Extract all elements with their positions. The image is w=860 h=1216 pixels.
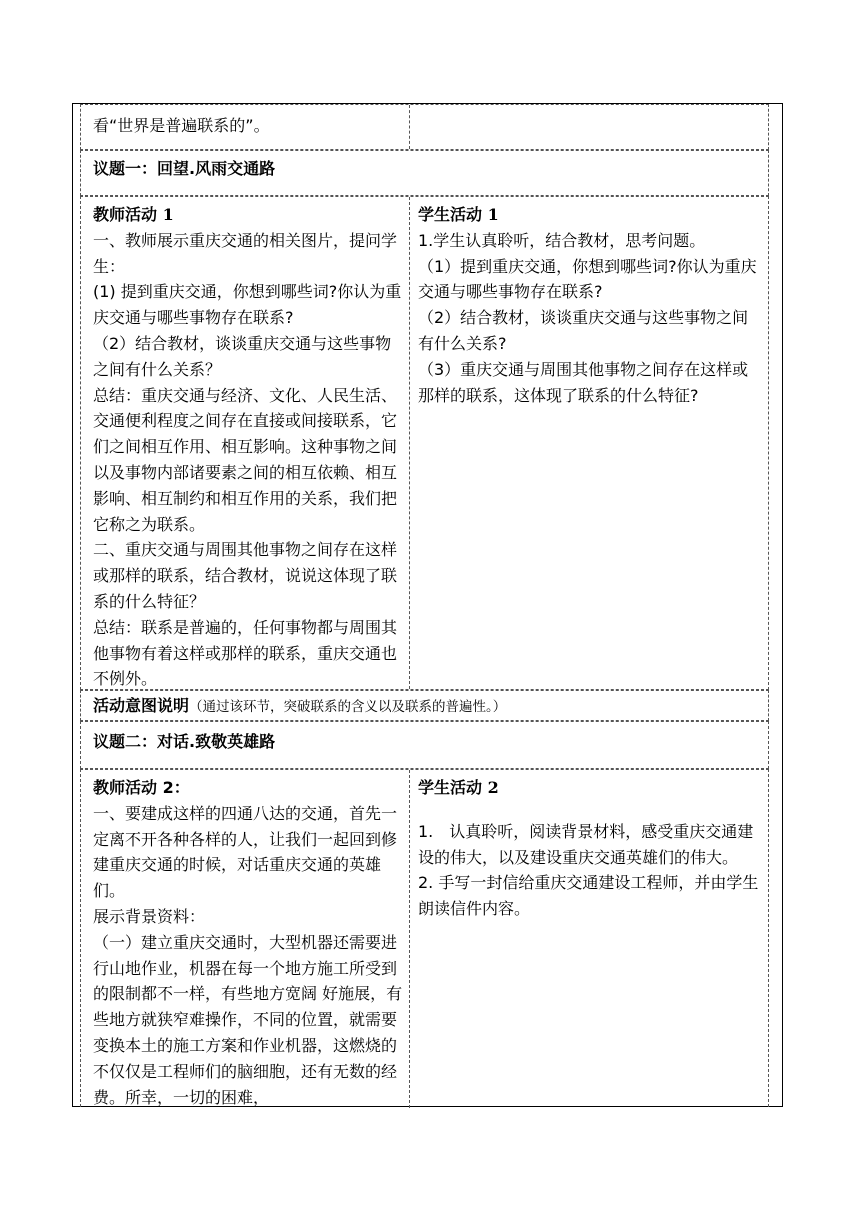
teacher-one-line: 总结：联系是普遍的，任何事物都与周围其他事物有着这样或那样的联系，重庆交通也不例外。 [93, 617, 398, 689]
student-activity-one [418, 202, 763, 408]
intent-one-label: 活动意图说明 [93, 696, 190, 715]
intent-one-detail: （通过该环节，突破联系的含义以及联系的普遍性。） [189, 699, 507, 715]
teacher-activity-one-heading: 教师活动 1 [93, 205, 174, 224]
student-one-line: （3）重庆交通与周围其他事物之间存在这样或那样的联系，这体现了联系的什么特征? [418, 359, 749, 405]
activity-two-row [80, 769, 769, 1107]
table-row-top [80, 104, 769, 150]
teacher-one-line: 一、教师展示重庆交通的相关图片，提问学生： [93, 230, 398, 276]
student-activity-two-heading: 学生活动 2 [418, 778, 499, 797]
teacher-activity-two [93, 775, 405, 1110]
column-divider [409, 197, 410, 689]
teacher-activity-one [93, 202, 405, 692]
teacher-two-line: 一、要建成这样的四通八达的交通，首先一定离不开各种各样的人，让我们一起回到修建重庆交通的时候，对话重庆交通的英雄们。 [93, 803, 398, 901]
student-two-line: 2. 手写一封信给重庆交通建设工程师，并由学生朗读信件内容。 [418, 873, 759, 919]
student-one-line: （1）提到重庆交通，你想到哪些词?你认为重庆交通与哪些事物存在联系? [418, 256, 757, 302]
student-one-line: （2）结合教材，谈谈重庆交通与这些事物之间有什么关系? [418, 308, 749, 353]
topic-two-row [80, 721, 769, 769]
student-activity-one-heading: 学生活动 1 [418, 205, 499, 224]
teacher-one-line: 二、重庆交通与周围其他事物之间存在这样或那样的联系，结合教材，说说这体现了联系的什么特征？ [93, 540, 398, 611]
teacher-one-line: （2）结合教材，谈谈重庆交通与这些事物之间有什么关系？ [93, 333, 392, 379]
teacher-one-line: (1) 提到重庆交通，你想到哪些词?你认为重庆交通与哪些事物存在联系? [93, 282, 402, 328]
intent-one-text [93, 693, 763, 721]
activity-one-row [80, 196, 769, 690]
intent-one-row [80, 690, 769, 721]
teacher-one-line: 总结：重庆交通与经济、文化、人民生活、交通便利程度之间存在直接或间接联系，它们之间相互作用、相互影响。这种事物之间以及事物内部诸要素之间的相互依赖、相互影响、相互制约和相互作用的关系，我们把它称之为联系。 [93, 385, 398, 534]
top-left-text: 看“世界是普遍联系的”。 [93, 116, 270, 135]
topic-two-title: 议题二：对话.致敬英雄路 [93, 732, 276, 751]
teacher-two-line: （一）建立重庆交通时，大型机器还需要进行山地作业，机器在每一个地方施工所受到的限制都不一样，有些地方宽阔 好施展，有些地方就狭窄难操作，不同的位置，就需要变换本土的施工方案和作业机器，这燃烧的不仅仅是工程师们的脑细胞，还有无数的经费。所幸，一切的困难， [93, 932, 403, 1107]
column-divider [409, 105, 410, 149]
column-divider [409, 770, 410, 1108]
topic-one-row [80, 150, 769, 196]
student-two-line: 1. 认真聆听，阅读背景材料，感受重庆交通建设的伟大，以及建设重庆交通英雄们的伟大。 [418, 821, 754, 867]
student-activity-two [418, 775, 763, 922]
topic-one-title: 议题一：回望.风雨交通路 [93, 159, 276, 178]
student-one-line: 1.学生认真聆听，结合教材，思考问题。 [418, 230, 706, 250]
teacher-two-line: 展示背景资料： [93, 906, 206, 926]
teacher-activity-two-heading: 教师活动 2： [93, 778, 190, 797]
